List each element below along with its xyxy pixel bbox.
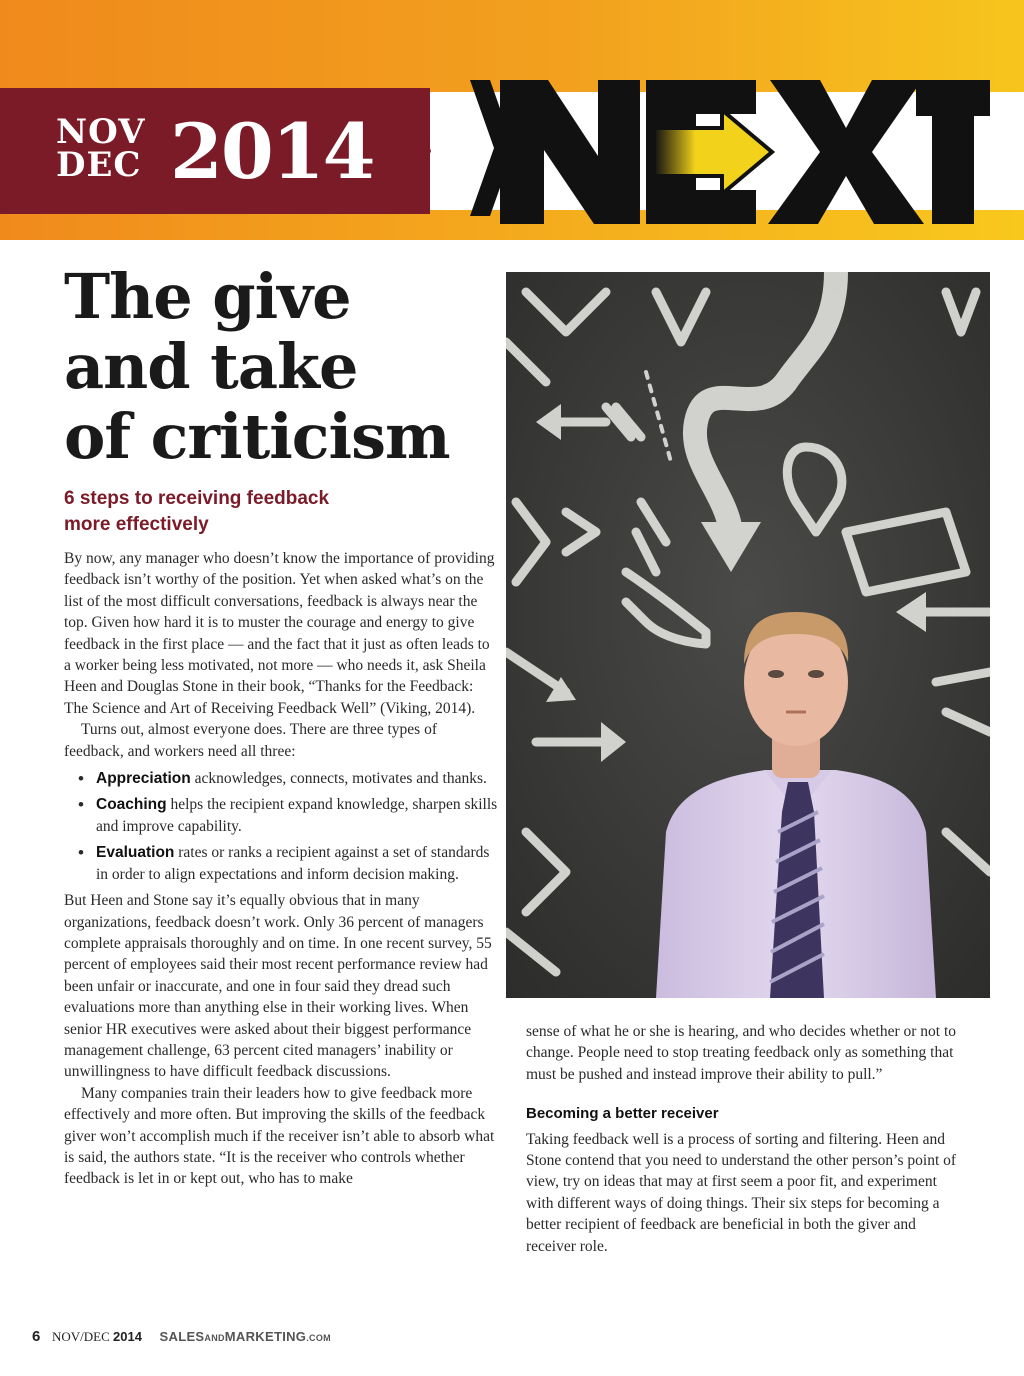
next-logo-graphic [470,72,990,232]
section-heading: Becoming a better receiver [526,1105,719,1123]
footer-issue-year: 2014 [113,1329,142,1344]
body-paragraph: But Heen and Stone say it’s equally obvious that in many organizations, feedback doesn’t work. Only 36 percent of managers complete appraisals thoroughly and on time. In one recent survey, 55 percent of employees said their most recent performance review had been unfair or inaccurate, and one in four said they dread such evaluations more than anything else in their working lives. When senior HR executives were asked about their biggest performance management challenge, 63 percent cited managers’ inability or unwillingness to have difficult feedback discussions. [64,892,492,1081]
article-column-left [64,548,500,1190]
body-paragraph: Taking feedback well is a process of sorting and filtering. Heen and Stone contend that you need to understand the other person’s point of view, try on ideas that may at first seem a poor fit, and experiment with different ways of doing things. Their six steps for becoming a better recipient of feedback are beneficial in both the giver and receiver role. [526,1130,957,1255]
body-paragraph: Many companies train their leaders how to give feedback more effectively and more often. But improving the skills of the feedback giver won’t accomplish much if the receiver isn’t able to absorb what is said, the authors state. “It is the receiver who controls whether feedback is let in or kept out, who has to make [64,1084,495,1188]
headline-line: The give [64,260,351,333]
list-item [78,842,500,885]
site-part: .COM [306,1333,331,1343]
article-photo [506,272,990,998]
site-part: SALES [159,1329,205,1344]
bullet-term: Evaluation [96,844,175,862]
article-subheading [64,486,484,538]
issue-year: 2014 [170,107,374,196]
feedback-types-list [64,768,500,885]
page-number: 6 [32,1328,41,1345]
body-paragraph: Turns out, almost everyone does. There are three types of feedback, and workers need all three: [64,721,437,760]
footer-issue-label: NOV/DEC [51,1329,110,1344]
subheading-line: more effectively [64,514,209,535]
list-item [78,768,500,789]
headline-line: and take [64,330,358,403]
headline-line: of criticism [64,400,450,473]
site-part: AND [204,1333,225,1343]
footer-site-name [160,1329,331,1344]
bullet-text: acknowledges, connects, motivates and thanks. [190,770,487,788]
bullet-text: helps the recipient expand knowledge, sharpen skills and improve capability. [96,796,498,835]
bullet-term: Coaching [96,796,167,814]
issue-month-top: NOV [56,112,146,152]
article-column-right [526,1021,966,1257]
bullet-text: rates or ranks a recipient against a set of standards in order to align expectations and inform decision making. [96,844,490,883]
article-headline [64,262,504,472]
bullet-term: Appreciation [96,770,191,788]
next-logo [470,72,990,232]
body-paragraph: By now, any manager who doesn’t know the importance of providing feedback isn’t worthy of the position. Yet when asked what’s on the list of the most difficult conversations, feedback is always near the top. Given how hard it is to muster the courage and energy to give feedback in the first place — and the fact that it just as often leads to a worker being less motivated, not more — who needs it, ask Sheila Heen and Douglas Stone in their book, “Thanks for the Feedback: The Science and Art of Receiving Feedback Well” (Viking, 2014). [64,550,495,717]
list-item [78,794,500,837]
site-part: MARKETING [224,1329,307,1344]
date-block-chevron-icon [395,88,435,214]
subheading-line: 6 steps to receiving feedback [64,488,330,509]
issue-month-bottom: DEC [56,145,142,185]
body-paragraph: sense of what he or she is hearing, and who decides whether or not to change. People need to stop treating feedback only as something that must be pushed and instead improve their ability to pull.” [526,1023,957,1083]
page-footer [32,1328,331,1345]
footer-issue [52,1329,142,1344]
man-chalk-arrows-illustration [506,272,990,998]
issue-months [56,112,146,185]
